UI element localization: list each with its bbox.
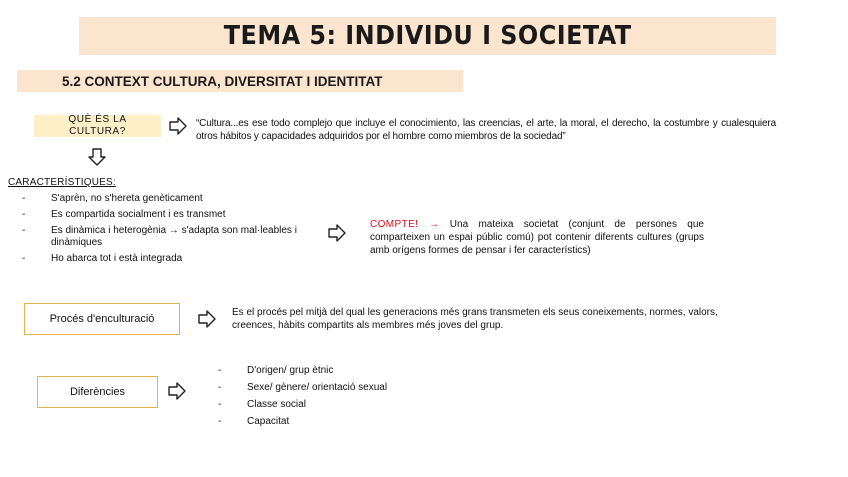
que-es-text: QUÈ ÉS LA CULTURA?	[68, 114, 127, 137]
list-item: - S'aprèn, no s'hereta genèticament	[22, 193, 322, 205]
culture-definition: “Cultura...es ese todo complejo que incluye el conocimiento, las creencias, el arte, la moral, el derecho, la costumbre y cualesquiera otros hábitos y capacidades adquiridos por el hombre como miembros de la sociedad”	[196, 118, 776, 142]
diferencies-box	[37, 376, 158, 408]
caracteristiques-list	[22, 193, 322, 269]
proces-enculturacio-box	[24, 303, 180, 335]
list-item: - Ho abarca tot i està integrada	[22, 253, 322, 265]
section-subtitle: 5.2 CONTEXT CULTURA, DIVERSITAT I IDENTITAT	[62, 73, 383, 89]
list-item: - D'origen/ grup ètnic	[218, 365, 387, 377]
list-item: - Capacitat	[218, 416, 387, 428]
compte-text: Una mateixa societat (conjunt de persones que comparteixen un espai públic comú) pot contenir diferents cultures (grups amb orígens formes de pensar i fer característics)	[370, 219, 704, 256]
list-item: - Classe social	[218, 399, 387, 411]
list-item: - Es compartida socialment i es transmet	[22, 209, 322, 221]
list-item: - Es dinàmica i heterogènia → s'adapta son mal·leables i dinàmiques	[22, 225, 322, 249]
proces-definition: Es el procés pel mitjà del qual les generacions més grans transmeten els seus coneixements, normes, valors, creences, hàbits compartits als membres més joves del grup.	[232, 307, 718, 331]
subtitle-band	[17, 70, 463, 92]
proces-label: Procés d'enculturació	[49, 313, 155, 325]
arrow-right-icon	[327, 223, 347, 243]
compte-label: COMPTE! →	[370, 219, 440, 230]
diferencies-list	[218, 365, 387, 433]
que-es-la-cultura-label	[34, 115, 161, 137]
diferencies-label: Diferències	[69, 386, 126, 398]
compte-note	[370, 218, 704, 257]
arrow-right-icon	[197, 309, 217, 329]
title-band	[79, 17, 776, 55]
arrow-down-icon	[87, 147, 107, 167]
page-title: TEMA 5: INDIVIDU I SOCIETAT	[223, 21, 632, 51]
arrow-right-icon	[168, 116, 188, 136]
caracteristiques-title: CARACTERÍSTIQUES:	[8, 177, 116, 188]
arrow-right-icon	[167, 381, 187, 401]
list-item: - Sexe/ gènere/ orientació sexual	[218, 382, 387, 394]
